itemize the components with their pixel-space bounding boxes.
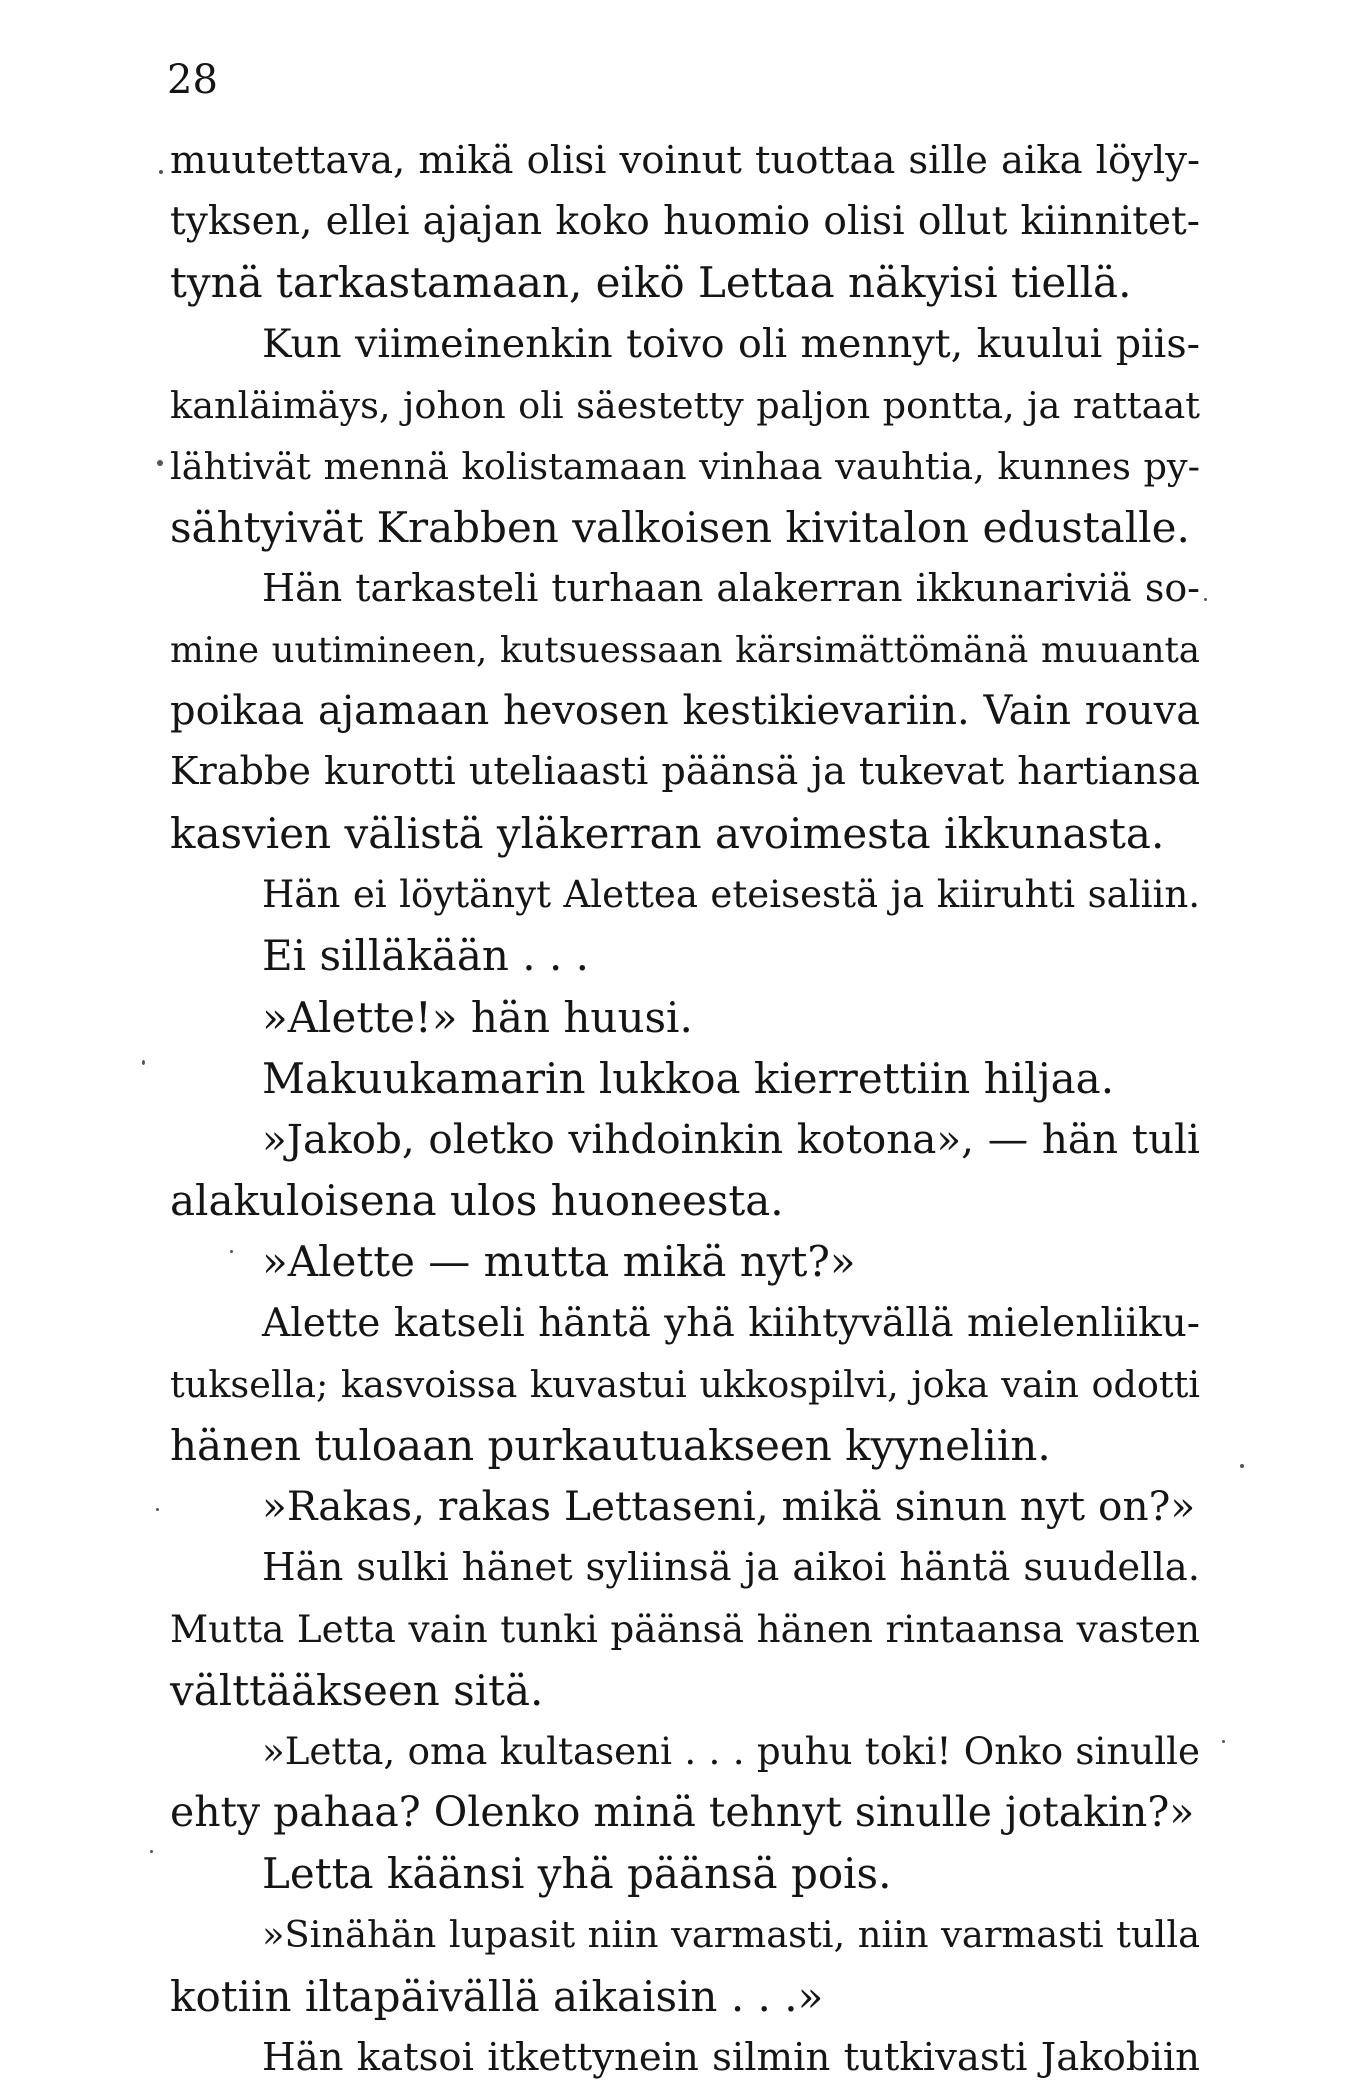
scan-speck (1222, 1740, 1225, 1743)
text-line: ehty pahaa? Olenko minä tehnyt sinulle jotakin?» (170, 1788, 1195, 1837)
text-line: tynä tarkastamaan, eikö Lettaa näkyisi tiellä. (170, 258, 1132, 308)
text-line: sähtyivät Krabben valkoisen kivitalon edustalle. (170, 503, 1190, 553)
text-line: Hän katsoi itkettynein silmin tutkivasti Jakobiin (262, 2034, 1200, 2080)
text-line: Kun viimeinenkin toivo oli mennyt, kuului piis- (262, 320, 1200, 367)
text-line: »Alette — mutta mikä nyt?» (262, 1237, 856, 1287)
text-line: hänen tuloaan purkautuakseen kyyneliin. (170, 1420, 1051, 1470)
page-number: 28 (167, 57, 218, 103)
text-line: »Letta, oma kultaseni . . . puhu toki! Onko sinulle (262, 1729, 1200, 1773)
text-line: Mutta Letta vain tunki päänsä hänen rintaansa vasten (170, 1606, 1200, 1651)
scan-speck (156, 1508, 159, 1511)
body-text (170, 130, 1200, 2088)
text-line: Hän ei löytänyt Alettea eteisestä ja kiiruhti saliin. (262, 873, 1200, 917)
scan-speck (157, 460, 163, 466)
text-line: alakuloisena ulos huoneesta. (170, 1176, 784, 1226)
text-line: »Alette!» hän huusi. (262, 992, 693, 1042)
text-line: poikaa ajamaan hevosen kestikievariin. Vain rouva (170, 687, 1200, 734)
scan-speck (142, 1060, 145, 1065)
text-line: »Jakob, oletko vihdoinkin kotona», — hän tuli (262, 1115, 1200, 1163)
text-line: Makuukamarin lukkoa kierrettiin hiljaa. (262, 1053, 1115, 1103)
scan-speck (150, 1850, 153, 1853)
text-line: kasvien välistä yläkerran avoimesta ikkunasta. (170, 809, 1165, 859)
text-line: lähtivät mennä kolistamaan vinhaa vauhtia, kunnes py- (170, 444, 1200, 488)
text-line: tyksen, ellei ajajan koko huomio olisi ollut kiinnitet- (170, 199, 1200, 245)
scan-speck (1240, 1464, 1244, 1468)
text-line: kotiin iltapäivällä aikaisin . . .» (170, 1971, 824, 2021)
text-line: Hän sulki hänet syliinsä ja aikoi häntä suudella. (262, 1545, 1200, 1591)
text-line: tuksella; kasvoissa kuvastui ukkospilvi, joka vain odotti (170, 1362, 1200, 1406)
text-line: »Sinähän lupasit niin varmasti, niin varmasti tulla (262, 1913, 1200, 1957)
text-line: välttääkseen sitä. (170, 1665, 544, 1715)
text-line: muutettava, mikä olisi voinut tuottaa sille aika löyly- (170, 138, 1200, 183)
text-line: Ei silläkään . . . (262, 931, 590, 981)
scan-speck (1204, 598, 1207, 601)
text-line: »Rakas, rakas Lettaseni, mikä sinun nyt on?» (262, 1482, 1196, 1531)
text-line: mine uutimineen, kutsuessaan kärsimättömänä muuanta (170, 629, 1200, 671)
scan-speck (159, 170, 163, 174)
text-line: Letta käänsi yhä päänsä pois. (262, 1849, 892, 1899)
text-line: Alette katseli häntä yhä kiihtyvällä mielenliiku- (262, 1300, 1200, 1346)
text-line: kanläimäys, johon oli säestetty paljon pontta, ja rattaat (170, 383, 1200, 427)
text-line: Krabbe kurotti uteliaasti päänsä ja tukevat hartiansa (170, 749, 1200, 794)
text-line: Hän tarkasteli turhaan alakerran ikkunariviä so- (262, 566, 1200, 611)
scan-speck (230, 1250, 233, 1253)
